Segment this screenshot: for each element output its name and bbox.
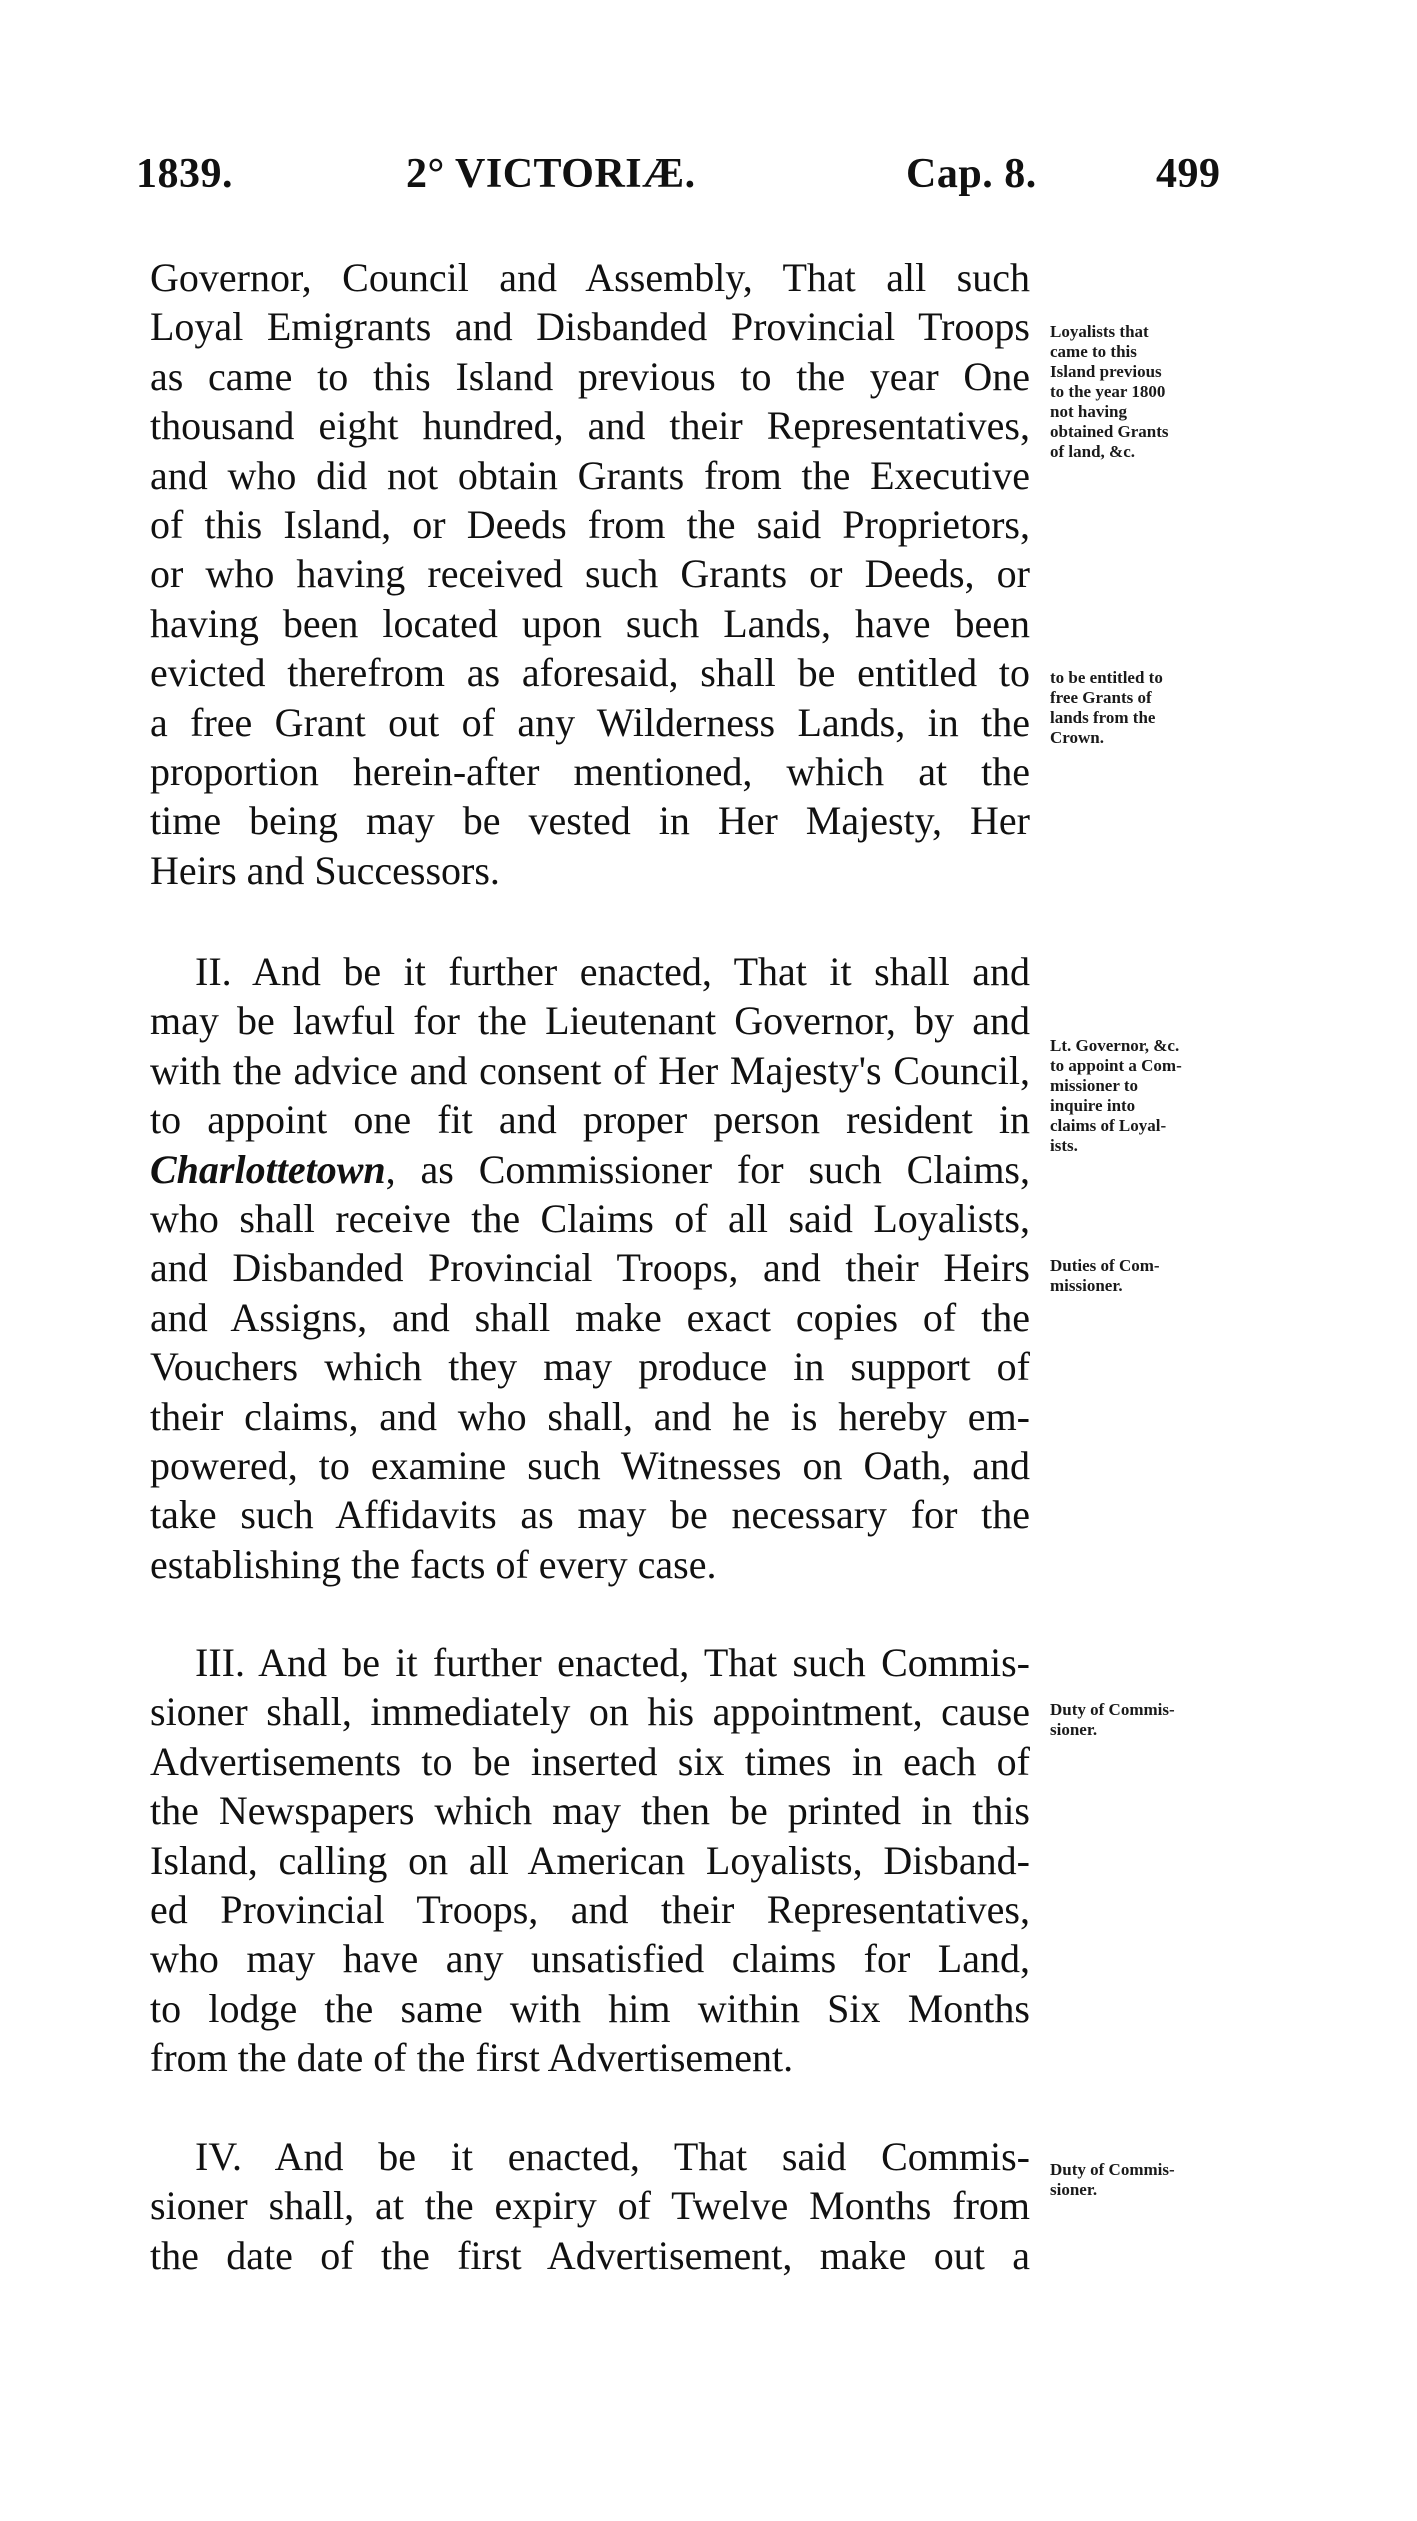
margin-note-line: obtained Grants [1050,422,1169,441]
text-line: IV. And be it enacted, That said Commis- [195,2134,1030,2179]
text-line: time being may be vested in Her Majesty, Her [150,798,1030,844]
text-line: Advertisements to be inserted six times in each of [150,1738,1030,1784]
header-year: 1839. [136,151,233,197]
page-number: 499 [1156,151,1221,197]
text-line: establishing the facts of every case. [150,1541,717,1587]
text-line: to lodge the same with him within Six Months [150,1985,1030,2031]
text-line: having been located upon such Lands, have been [150,600,1030,646]
text-line: thousand eight hundred, and their Representatives, [150,403,1030,449]
margin-note-line: Duties of Com- [1050,1256,1160,1275]
section-ii [150,947,1030,1589]
margin-note-line: ists. [1050,1136,1078,1155]
text-line: and who did not obtain Grants from the Executive [150,452,1030,498]
margin-note [1050,1256,1250,1296]
margin-note-line: Loyalists that [1050,322,1149,341]
margin-note-line: Crown. [1050,728,1104,747]
text-line: may be lawful for the Lieutenant Governor, by and [150,998,1030,1044]
margin-note-line: inquire into [1050,1096,1136,1115]
text-line: proportion herein-after mentioned, which at the [150,749,1030,795]
margin-note-line: sioner. [1050,2180,1098,2199]
margin-note [1050,668,1250,748]
margin-note [1050,322,1250,462]
text-line: Heirs and Successors. [150,847,500,893]
margin-note [1050,2160,1250,2200]
margin-note-line: Island previous [1050,362,1162,381]
margin-note-line: came to this [1050,342,1137,361]
text-line: who shall receive the Claims of all said Loyalists, [150,1196,1030,1242]
text-line: Island, calling on all American Loyalists, Disband- [150,1837,1030,1883]
margin-note-line: to the year 1800 [1050,382,1166,401]
text-line: Governor, Council and Assembly, That all such [150,255,1030,300]
margin-note-line: to be entitled to [1050,668,1163,687]
text-line: II. And be it further enacted, That it shall and [195,949,1030,994]
section-iii [150,1638,1030,2083]
header-chapter: Cap. 8. [906,151,1037,197]
running-head [136,150,1236,210]
text-line: with the advice and consent of Her Majesty's Council, [150,1047,1030,1093]
margin-note-line: Duty of Commis- [1050,1700,1175,1719]
text-line: the Newspapers which may then be printed in this [150,1788,1030,1834]
section-iv [150,2132,1030,2280]
text-line: as came to this Island previous to the year One [150,353,1030,399]
text-line: their claims, and who shall, and he is hereby em- [150,1393,1030,1439]
place-name-charlottetown: Charlottetown [150,1146,386,1192]
margin-note [1050,1700,1250,1740]
header-reign: 2° VICTORIÆ. [406,151,696,197]
margin-note-line: of land, &c. [1050,442,1135,461]
text-line: take such Affidavits as may be necessary for the [150,1492,1030,1538]
margin-note [1050,1036,1250,1156]
paragraph-continuation [150,253,1030,895]
text-line: sioner shall, at the expiry of Twelve Months from [150,2183,1030,2229]
text-line: or who having received such Grants or Deeds, or [150,551,1030,597]
margin-note-line: lands from the [1050,708,1156,727]
text-line: from the date of the first Advertisement. [150,2035,794,2081]
margin-note-line: to appoint a Com- [1050,1056,1182,1075]
text-line: and Disbanded Provincial Troops, and their Heirs [150,1245,1030,1291]
margin-note-line: claims of Loyal- [1050,1116,1167,1135]
text-line: to appoint one fit and proper person resident in [150,1097,1030,1143]
margin-note-line: sioner. [1050,1720,1098,1739]
margin-note-line: Lt. Governor, &c. [1050,1036,1180,1055]
text-line: powered, to examine such Witnesses on Oath, and [150,1443,1030,1489]
text-line: and Assigns, and shall make exact copies of the [150,1294,1030,1340]
text-line: III. And be it further enacted, That such Commis- [195,1640,1030,1685]
margin-note-line: free Grants of [1050,688,1152,707]
text-line: sioner shall, immediately on his appointment, cause [150,1689,1030,1735]
text-line: ed Provincial Troops, and their Representatives, [150,1887,1030,1933]
text-line: of this Island, or Deeds from the said Proprietors, [150,502,1030,548]
margin-note-line: Duty of Commis- [1050,2160,1175,2179]
text-line: Loyal Emigrants and Disbanded Provincial Troops [150,304,1030,350]
text-line: evicted therefrom as aforesaid, shall be entitled to [150,650,1030,696]
text-line: the date of the first Advertisement, make out a [150,2232,1030,2278]
text-line: Charlottetown, as Commissioner for such Claims, [150,1146,1030,1192]
text-line: who may have any unsatisfied claims for Land, [150,1936,1030,1982]
text-line: a free Grant out of any Wilderness Lands, in the [150,699,1030,745]
margin-note-line: missioner. [1050,1276,1123,1295]
margin-note-line: missioner to [1050,1076,1138,1095]
margin-note-line: not having [1050,402,1127,421]
text-line: Vouchers which they may produce in support of [150,1344,1030,1390]
